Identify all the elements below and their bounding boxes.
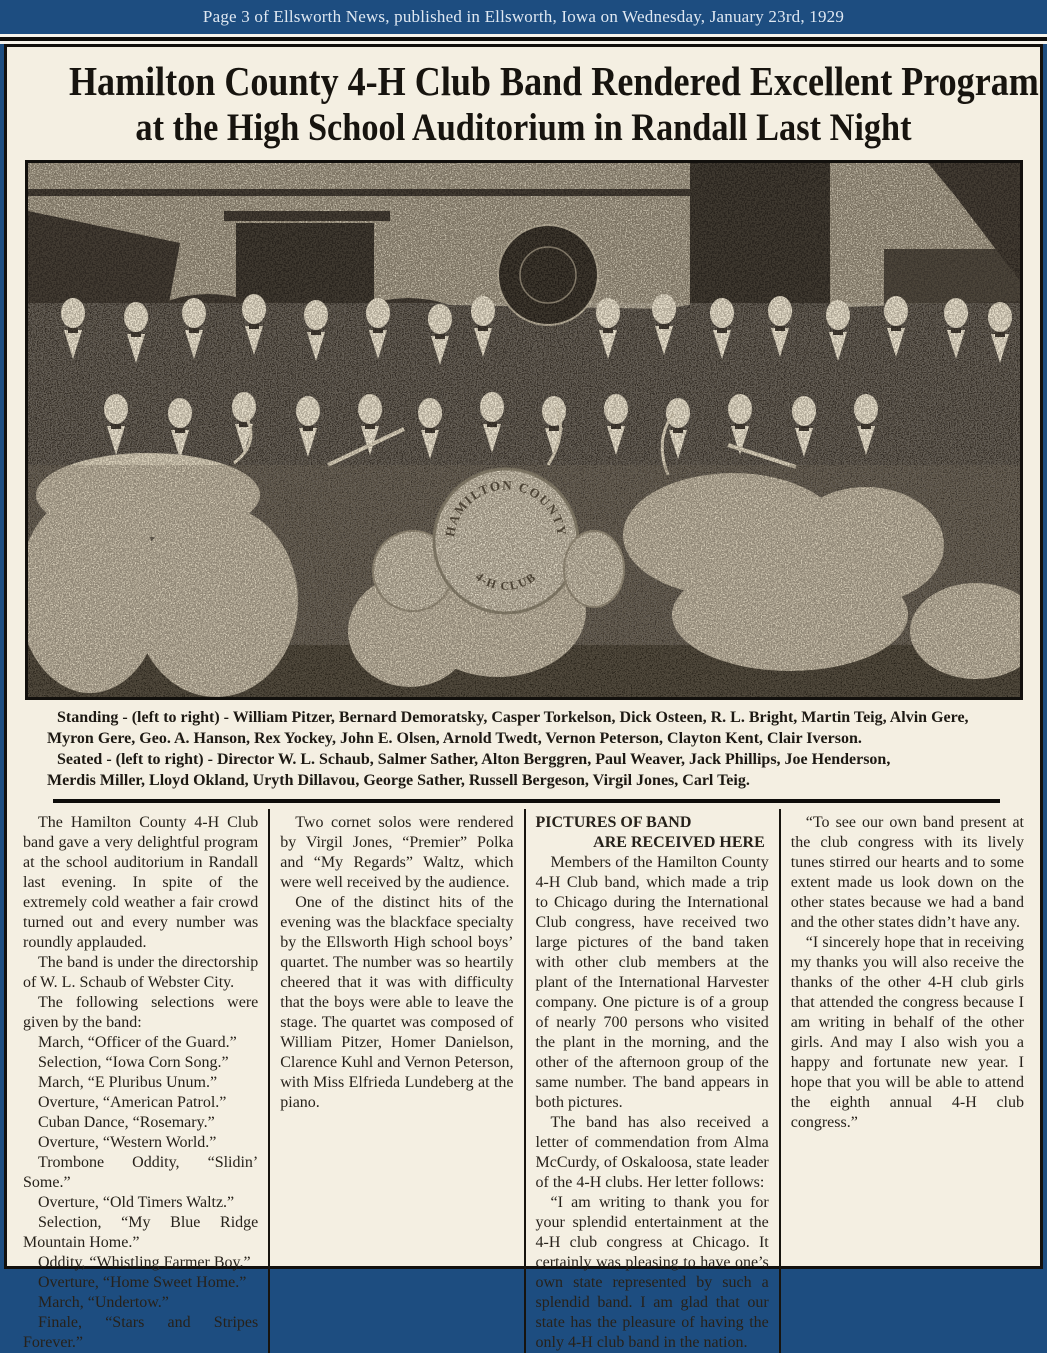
program-item: Oddity, “Whistling Farmer Boy.” — [38, 1254, 251, 1271]
article-paragraph: “I am writing to thank you for your splendid entertainment at the 4-H club congress at Chicago. It certainly was pleasing to have one’s own state represented by such a splendid band. I am glad that our state has the pleasure of having the only 4-H club band in the nation. — [535, 1194, 769, 1351]
band-photo — [28, 163, 1020, 697]
program-item: Selection, “Iowa Corn Song.” — [38, 1054, 229, 1071]
article-paragraph: The following selections were given by the band: — [23, 994, 259, 1031]
photo-caption-line: Myron Gere, Geo. A. Hanson, Rex Yockey, John E. Olsen, Arnold Twedt, Vernon Peterson, Clayton Kent, Clair Iverson. — [47, 730, 862, 747]
headline — [7, 47, 1040, 151]
caption-rule — [53, 799, 1000, 803]
article-paragraph: The band has also received a letter of commendation from Alma McCurdy, of Oskaloosa, state leader of the 4-H clubs. Her letter follows: — [535, 1114, 769, 1191]
article-paragraph: The Hamilton County 4-H Club band gave a very delightful program at the school auditorium in Randall last evening. In spite of the extremely cold weather a fair crowd turned out and every number was roundly applauded. — [23, 814, 259, 951]
band-photo-frame — [25, 160, 1023, 700]
article-column-2 — [268, 809, 523, 1353]
program-item: Overture, “Western World.” — [38, 1134, 217, 1151]
subheadline-line-2: ARE RECEIVED HERE — [593, 834, 765, 851]
top-banner — [0, 0, 1047, 34]
newspaper-page — [4, 44, 1043, 1351]
article-paragraph: Two cornet solos were rendered by Virgil Jones, “Premier” Polka and “My Regards” Waltz, which were well received by the audience. — [280, 814, 514, 891]
article-column-4 — [779, 809, 1034, 1353]
photo-caption-line: Merdis Miller, Lloyd Okland, Uryth Dillavou, George Sather, Russell Bergeson, Virgil Jones, Carl Teig. — [47, 772, 750, 789]
program-item: Overture, “American Patrol.” — [38, 1094, 227, 1111]
article-paragraph: Members of the Hamilton County 4-H Club band, which made a trip to Chicago during the International Club congress, have received two large pictures of the band taken with other club members at the plant of the International Harvester company. One picture is of a group of nearly 700 persons who visited the plant in the morning, and the other of the afternoon group of the same number. The band appears in both pictures. — [535, 854, 769, 1111]
photo-caption-line: Seated - (left to right) - Director W. L. Schaub, Salmer Sather, Alton Berggren, Paul Weaver, Jack Phillips, Joe Henderson, — [57, 751, 891, 768]
article-paragraph: “I sincerely hope that in receiving my thanks you will also receive the thanks of the other 4-H club girls that attended the congress because I am writing in behalf of the other girls. And may I also wish you a happy and fortunate new year. I hope that you will be able to attend the eighth annual 4-H club congress.” — [790, 934, 1024, 1131]
article-paragraph: “To see our own band present at the club congress with its lively tunes stirred our hearts and to some extent made us look down on the other states because we had a band and the other states didn’t have any. — [790, 814, 1024, 931]
drum-text-bottom: 4-H CLUB — [472, 569, 539, 593]
banner-text: Page 3 of Ellsworth News, published in Ellsworth, Iowa on Wednesday, January 23rd, 1929 — [202, 7, 845, 26]
article-paragraph: One of the distinct hits of the evening was the blackface specialty by the Ellsworth High school boys’ quartet. The number was so heartily cheered that it was with difficulty that the boys were able to leave the stage. The quartet was composed of William Pitzer, Homer Danielson, Clarence Kuhl and Vernon Peterson, with Miss Elfrieda Lundeberg at the piano. — [280, 894, 514, 1111]
program-item: Cuban Dance, “Rosemary.” — [38, 1114, 215, 1131]
program-item: Trombone Oddity, “Slidin’ Some.” — [23, 1154, 259, 1191]
program-item: March, “Undertow.” — [38, 1294, 169, 1311]
program-item: March, “E Pluribus Unum.” — [38, 1074, 218, 1091]
program-item: Finale, “Stars and Stripes Forever.” — [23, 1314, 259, 1351]
article-column-1 — [13, 809, 268, 1353]
program-item: Selection, “My Blue Ridge Mountain Home.” — [23, 1214, 259, 1251]
article-columns — [13, 809, 1034, 1353]
headline-line-1: Hamilton County 4-H Club Band Rendered Excellent Program — [68, 58, 1039, 104]
drum-text-top: HAMILTON COUNTY — [441, 477, 570, 538]
program-item: Overture, “Old Timers Waltz.” — [38, 1194, 235, 1211]
program-item: Overture, “Home Sweet Home.” — [38, 1274, 247, 1291]
subheadline-line-1: PICTURES OF BAND — [535, 814, 692, 831]
program-item: March, “Officer of the Guard.” — [38, 1034, 237, 1051]
article-paragraph: The band is under the directorship of W. L. Schaub of Webster City. — [23, 954, 259, 991]
photo-caption — [7, 700, 1040, 796]
photo-caption-line: Standing - (left to right) - William Pitzer, Bernard Demoratsky, Casper Torkelson, Dick Osteen, R. L. Bright, Martin Teig, Alvin Gere, — [57, 709, 969, 726]
headline-line-2: at the High School Auditorium in Randall Last Night — [135, 106, 912, 149]
article-column-3 — [524, 809, 779, 1353]
